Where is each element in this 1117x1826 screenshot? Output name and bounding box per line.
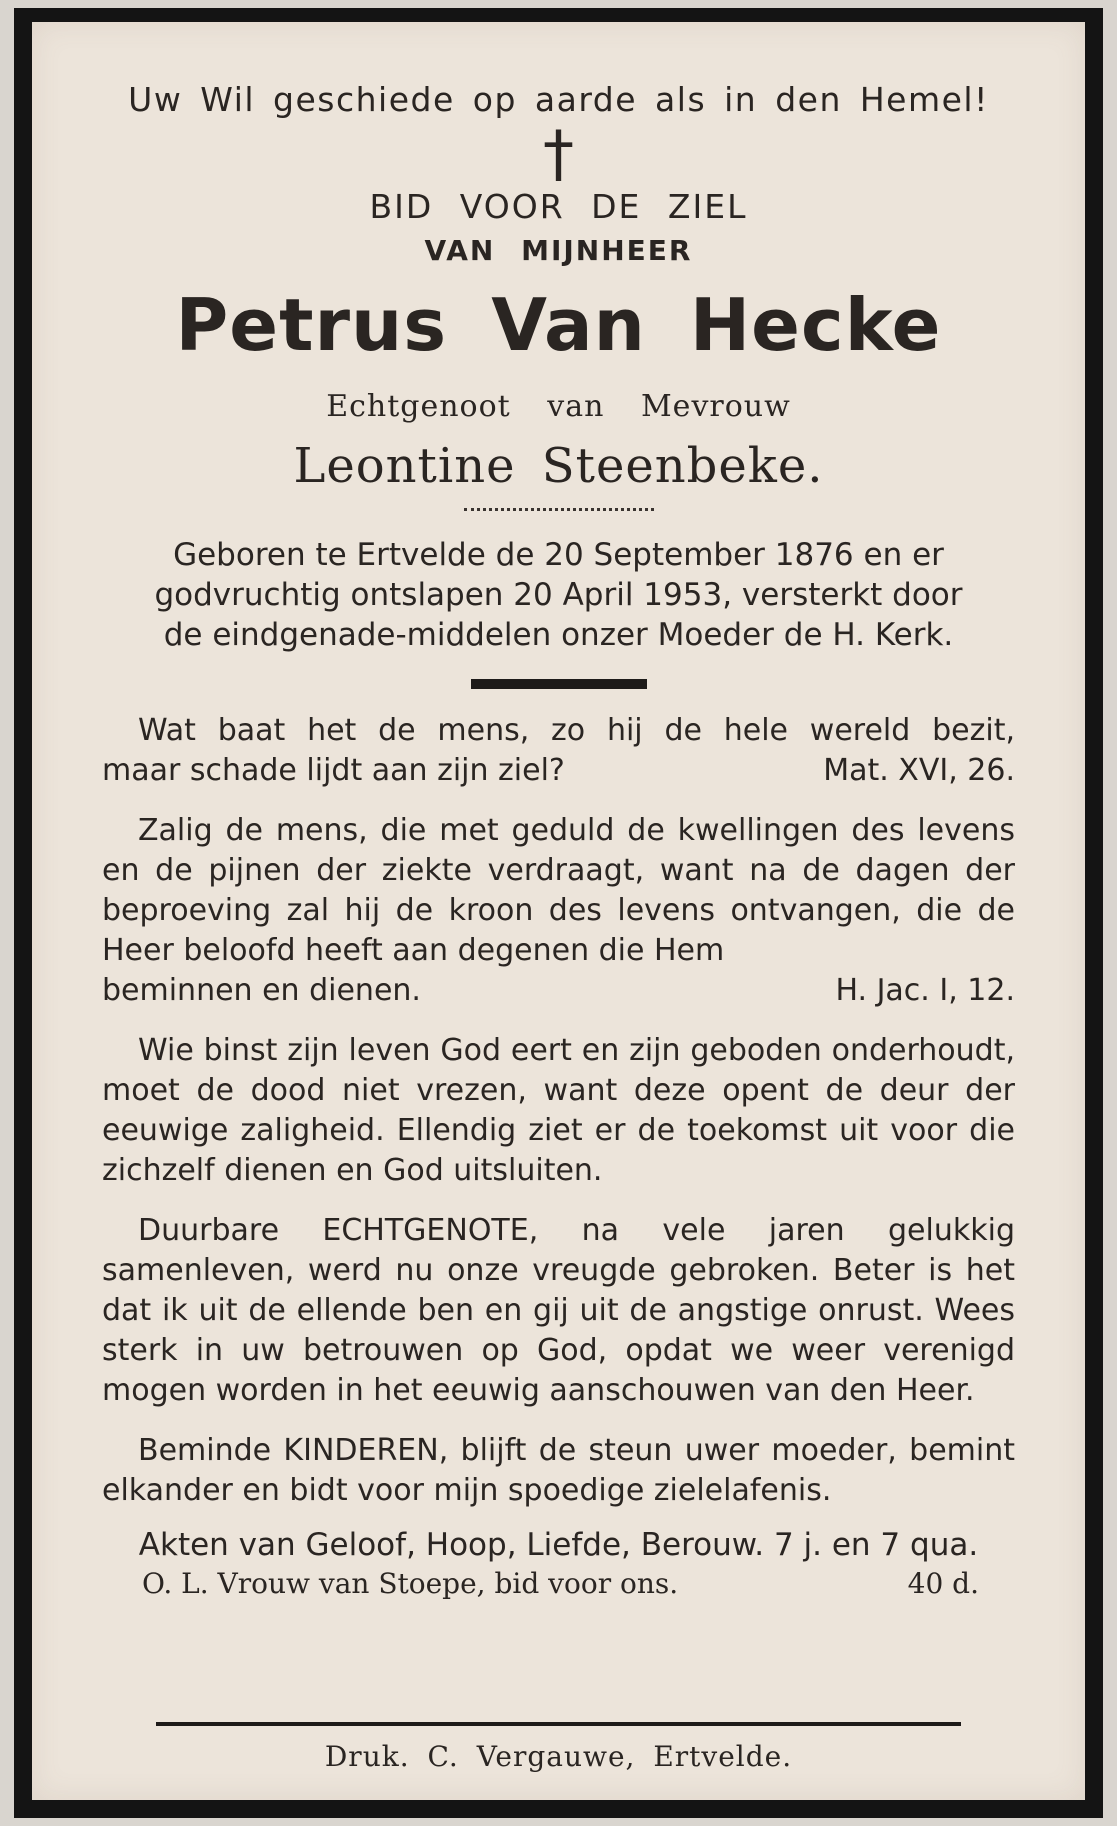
indulgence-acts: Akten van Geloof, Hoop, Liefde, Berouw. 7 j. en 7 qua. xyxy=(138,1527,979,1563)
spouse-intro: Echtgenoot van Mevrouw xyxy=(326,389,791,424)
dotted-divider xyxy=(464,508,654,511)
title-line: VAN MIJNHEER xyxy=(424,234,693,267)
divider-bar xyxy=(471,679,647,689)
deceased-name: Petrus Van Hecke xyxy=(175,283,942,367)
prayer-text: O. L. Vrouw van Stoepe, bid voor ons. xyxy=(142,1567,679,1600)
paragraph-children xyxy=(102,1431,1015,1511)
birth-death-text xyxy=(102,535,1015,655)
birth-death-line: godvruchtig ontslapen 20 April 1953, versterkt door xyxy=(154,577,963,613)
quote-reference: Mat. XVI, 26. xyxy=(823,753,1015,788)
birth-death-line: de eindgenade-middelen onzer Moeder de H. Kerk. xyxy=(163,617,954,653)
cross-icon: † xyxy=(543,117,574,190)
motto: Uw Wil geschiede op aarde als in den Hemel! xyxy=(128,80,989,119)
paragraph-text: Beminde KINDEREN, blijft de steun uwer moeder, bemint elkander en bidt voor mijn spoedige zielelafenis. xyxy=(102,1433,1015,1508)
pray-line: BID VOOR DE ZIEL xyxy=(369,187,748,226)
card-paper xyxy=(32,22,1085,1800)
memorial-card xyxy=(14,8,1103,1818)
paragraph-text: Duurbare ECHTGENOTE, na vele jaren gelukkig samenleven, werd nu onze vreugde gebroken. Beter is het dat ik uit de ellende ben en gij uit de angstige onrust. Wees sterk in uw betrouwen op God, opdat we weer verenigd mogen worden in het eeuwig aanschouwen van den Heer. xyxy=(102,1213,1015,1408)
card-content xyxy=(102,22,1015,1800)
quote-matthew xyxy=(102,711,1015,791)
bottom-rule xyxy=(156,1722,961,1726)
paragraph-text: Wie binst zijn leven God eert en zijn geboden onderhoudt, moet de dood niet vrezen, want deze opent de deur der eeuwige zaligheid. Ellendig ziet er de toekomst uit voor die zichzelf dienen en God uitsluiten. xyxy=(102,1033,1015,1188)
printer-line: Druk. C. Vergauwe, Ertvelde. xyxy=(324,1740,793,1773)
quote-text-last: maar schade lijdt aan zijn ziel? xyxy=(102,753,565,788)
spouse-name: Leontine Steenbeke. xyxy=(293,438,824,494)
quote-text: Wat baat het de mens, zo hij de hele wereld bezit, xyxy=(138,713,1015,748)
paragraph-god xyxy=(102,1031,1015,1191)
quote-text-last: beminnen en dienen. xyxy=(102,973,421,1008)
birth-death-line: Geboren te Ertvelde de 20 September 1876 en er xyxy=(173,537,944,573)
quote-jacob xyxy=(102,811,1015,1011)
paragraph-spouse xyxy=(102,1211,1015,1411)
quote-text: Zalig de mens, die met geduld de kwellingen des levens en de pijnen der ziekte verdraagt, want na de dagen der beproeving zal hij de kroon des levens ontvangen, die de Heer beloofd heeft aan degenen die Hem xyxy=(102,813,1015,968)
indulgence-days: 40 d. xyxy=(907,1567,979,1600)
indulgence-prayer xyxy=(102,1567,1015,1600)
quote-reference: H. Jac. I, 12. xyxy=(835,973,1015,1008)
